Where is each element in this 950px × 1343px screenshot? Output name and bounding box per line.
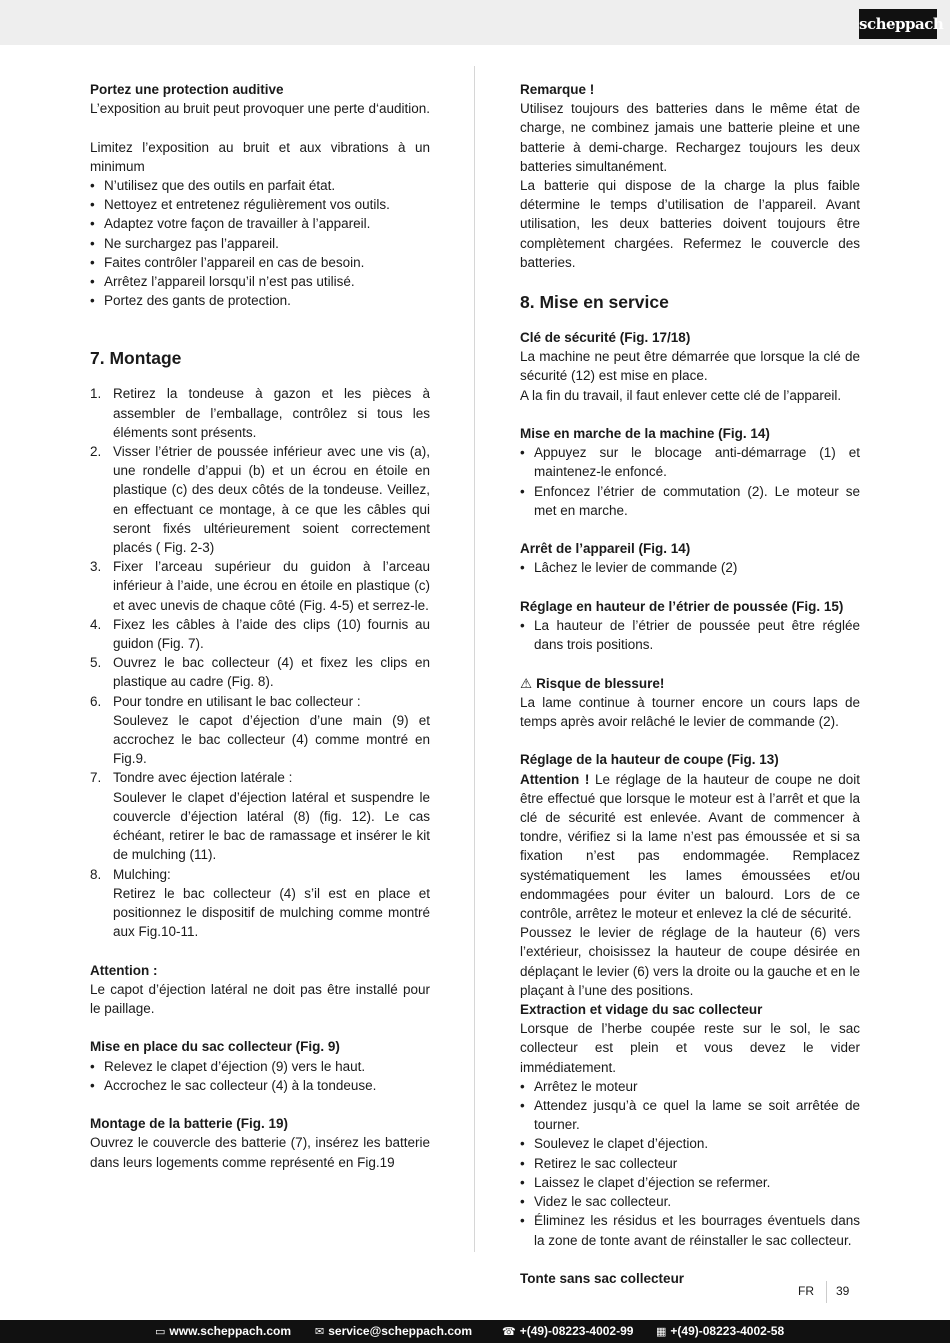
- coupe-title: Réglage de la hauteur de coupe (Fig. 13): [520, 752, 779, 768]
- list-item: 5. Ouvrez le bac collecteur (4) et fixez les clips en plastique au cadre (Fig. 8).: [90, 655, 430, 690]
- page-number: 39: [836, 1284, 850, 1298]
- phone-icon: ☎: [502, 1326, 516, 1338]
- sac-list: [90, 1057, 430, 1095]
- limit-text: Limitez l’exposition au bruit et aux vibrations à un minimum: [90, 139, 430, 174]
- list-item: • Retirez le sac collecteur: [520, 1154, 860, 1173]
- batterie-text: Ouvrez le couvercle des batterie (7), insérez les batterie dans leurs logements comme représenté en Fig.19: [90, 1135, 430, 1170]
- fax-number: ▦ +(49)-08223-4002-58: [656, 1324, 785, 1338]
- list-item: • Ne surchargez pas l’appareil.: [90, 234, 430, 253]
- marche-list: [520, 443, 860, 520]
- cle-text-1: La machine ne peut être démarrée que lorsque la clé de sécurité (12) est mise en place.: [520, 349, 860, 384]
- list-item: • Appuyez sur le blocage anti-démarrage (1) et maintenez-le enfoncé.: [520, 443, 860, 481]
- right-column: [520, 80, 860, 1288]
- computer-icon: ▭: [155, 1326, 166, 1338]
- montage-steps: [90, 384, 430, 941]
- arret-list: [520, 558, 860, 577]
- service-heading: 8. Mise en service: [520, 292, 669, 313]
- website-link[interactable]: ▭ www.scheppach.com: [155, 1324, 291, 1338]
- left-column: [90, 80, 430, 1172]
- cle-text-2: A la fin du travail, il faut enlever cette clé de l’appareil.: [520, 387, 842, 403]
- list-item: • Éliminez les résidus et les bourrages éventuels dans la zone de tonte avant de réinstaller le sac collecteur.: [520, 1211, 860, 1249]
- language-code: FR: [798, 1284, 814, 1298]
- brand-logo: scheppach: [859, 9, 937, 39]
- footer-separator: [826, 1281, 827, 1303]
- list-item: • Enfoncez l’étrier de commutation (2). Le moteur se met en marche.: [520, 482, 860, 520]
- cle-title: Clé de sécurité (Fig. 17/18): [520, 330, 691, 346]
- list-item: • Accrochez le sac collecteur (4) à la tondeuse.: [90, 1076, 430, 1095]
- email-link[interactable]: ✉ service@scheppach.com: [315, 1324, 472, 1338]
- list-item: • Laissez le clapet d’éjection se refermer.: [520, 1173, 860, 1192]
- warning-icon: ⚠: [520, 675, 533, 691]
- coupe-text-2: Poussez le levier de réglage de la hauteur (6) vers l’extérieur, choisissez la hauteur de coupe désirée en déplaçant le levier (6) vers la droite ou la gauche et en le plaçant à l’une des positions.: [520, 925, 860, 998]
- extraction-title: Extraction et vidage du sac collecteur: [520, 1002, 763, 1018]
- protection-text: L’exposition au bruit peut provoquer une perte d‘audition.: [90, 101, 430, 117]
- contact-bar: [0, 1320, 950, 1343]
- list-item: • Soulevez le clapet d’éjection.: [520, 1134, 860, 1153]
- marche-title: Mise en marche de la machine (Fig. 14): [520, 426, 770, 442]
- list-item: 1. Retirez la tondeuse à gazon et les pièces à assembler de l’emballage, contrôlez si tous les éléments sont présents.: [90, 386, 430, 440]
- sac-title: Mise en place du sac collecteur (Fig. 9): [90, 1039, 340, 1055]
- mail-icon: ✉: [315, 1326, 325, 1338]
- list-item: • Nettoyez et entretenez régulièrement vos outils.: [90, 195, 430, 214]
- risque-title: ⚠ Risque de blessure!: [520, 674, 860, 693]
- reglage-list: [520, 616, 860, 654]
- batterie-title: Montage de la batterie (Fig. 19): [90, 1116, 289, 1132]
- protection-title: Portez une protection auditive: [90, 82, 284, 97]
- reglage-title: Réglage en hauteur de l’étrier de poussée (Fig. 15): [520, 598, 844, 614]
- limit-list: [90, 176, 430, 310]
- montage-heading: 7. Montage: [90, 348, 182, 369]
- tonte-title: Tonte sans sac collecteur: [520, 1270, 685, 1286]
- list-item: • Faites contrôler l’appareil en cas de besoin.: [90, 253, 430, 272]
- arret-title: Arrêt de l’appareil (Fig. 14): [520, 541, 691, 557]
- list-item: 2. Visser l’étrier de poussée inférieur avec une vis (a), une rondelle d’appui (b) et un écrou en étoile en plastique (c) des deux côtés de la tondeuse. Veillez, en effectuant ce montage, à ce que les câbles qui seront fixés ultérieurement soient correctement placés ( Fig. 2-3): [90, 444, 430, 556]
- header-bar: [0, 0, 950, 45]
- list-item: • Videz le sac collecteur.: [520, 1192, 860, 1211]
- list-item: 3. Fixer l’arceau supérieur du guidon à l’arceau inférieur à l’aide, une écrou en étoile en plastique (c) et avec unevis de chaque côté (Fig. 4-5) et serrez-le.: [90, 559, 430, 613]
- list-item: • Arrêtez l’appareil lorsqu’il n’est pas utilisé.: [90, 272, 430, 291]
- list-item: • La hauteur de l’étrier de poussée peut être réglée dans trois positions.: [520, 616, 860, 654]
- list-item: 6. Pour tondre en utilisant le bac collecteur : Soulevez le capot d’éjection d’une main (9) et accrochez le bac collecteur (4) comme montré en Fig.9.: [90, 693, 430, 767]
- column-divider: [474, 66, 475, 1252]
- list-item: • Relevez le clapet d’éjection (9) vers le haut.: [90, 1057, 430, 1076]
- list-item: • Arrêtez le moteur: [520, 1077, 860, 1096]
- list-item: 7. Tondre avec éjection latérale : Soulever le clapet d’éjection latéral et suspendre le couvercle d’éjection latéral (8) (fig. 12). Le cas échéant, retirer le bac de ramassage et insérer le kit de mulching (11).: [90, 770, 430, 863]
- attention-title: Attention :: [90, 962, 158, 978]
- risque-text: La lame continue à tourner encore un cours laps de temps après avoir relâché le levier de commande (2).: [520, 694, 860, 730]
- coupe-text: Attention ! Le réglage de la hauteur de coupe ne doit être effectué que lorsque le moteur est à l’arrêt et que la clé de sécurité est enlevée. Avant de commencer à tondre, vérifiez si la lame n’est pas émoussée et si sa fixation n’est pas endommagée. Remplacez systématiquement les lames émoussées et/ou endommagées pour éviter un balourd. Lors de ce contrôle, arrêtez le moteur et enlevez la clé de sécurité.: [520, 771, 861, 922]
- list-item: • N’utilisez que des outils en parfait état.: [90, 176, 430, 195]
- remarque-text-2: La batterie qui dispose de la charge la plus faible détermine le temps d’utilisation de l’appareil. Avant utilisation, les deux batteries doivent toujours être complètement chargées. Refermez le couvercle des batteries.: [520, 178, 860, 270]
- list-item: • Attendez jusqu’à ce quel la lame se soit arrêtée de tourner.: [520, 1096, 860, 1134]
- extraction-list: [520, 1077, 860, 1250]
- list-item: 8. Mulching: Retirez le bac collecteur (4) s’il est en place et positionnez le dispositif de mulching comme montré aux Fig.10-11.: [90, 866, 430, 940]
- phone-number: ☎ +(49)-08223-4002-99: [502, 1324, 634, 1338]
- remarque-title: Remarque !: [520, 82, 595, 97]
- list-item: • Portez des gants de protection.: [90, 291, 430, 310]
- list-item: • Adaptez votre façon de travailler à l’appareil.: [90, 214, 430, 233]
- attention-text: Le capot d’éjection latéral ne doit pas être installé pour le paillage.: [90, 981, 430, 1016]
- list-item: 4. Fixez les câbles à l’aide des clips (10) fournis au guidon (Fig. 7).: [90, 616, 430, 652]
- list-item: • Lâchez le levier de commande (2): [520, 558, 860, 577]
- remarque-text-1: Utilisez toujours des batteries dans le même état de charge, ne combinez jamais une batterie pleine et une batterie à demi-charge. Rechargez toujours les deux batteries simultanément.: [520, 101, 860, 174]
- fax-icon: ▦: [656, 1326, 667, 1338]
- extraction-text: Lorsque de l’herbe coupée reste sur le sol, le sac collecteur est plein et vous devez le vider immédiatement.: [520, 1021, 860, 1075]
